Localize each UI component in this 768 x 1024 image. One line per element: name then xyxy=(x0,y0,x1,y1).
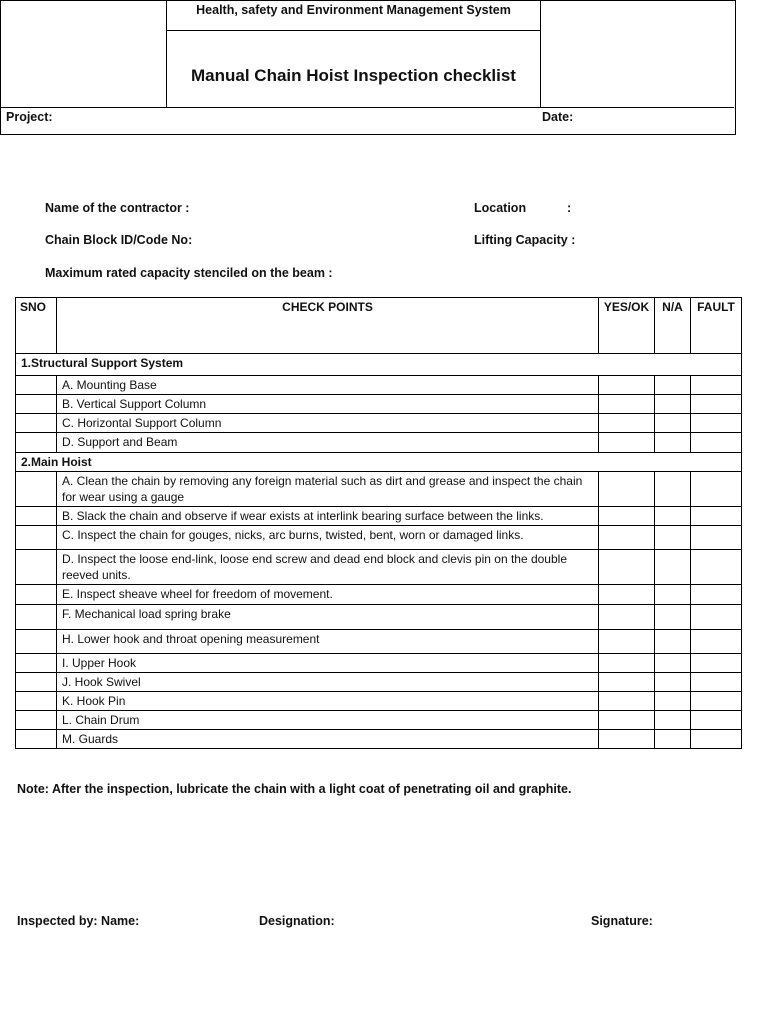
page-title: Manual Chain Hoist Inspection checklist xyxy=(191,66,516,85)
sno-cell xyxy=(16,414,57,433)
fault-cell[interactable] xyxy=(691,414,742,433)
header-na: N/A xyxy=(655,298,691,354)
na-cell[interactable] xyxy=(655,673,691,692)
yes-ok-cell[interactable] xyxy=(599,654,655,673)
na-cell[interactable] xyxy=(655,376,691,395)
yes-ok-cell[interactable] xyxy=(599,433,655,453)
header-fault: FAULT xyxy=(691,298,742,354)
sno-cell xyxy=(16,376,57,395)
fault-cell[interactable] xyxy=(691,730,742,749)
sno-cell xyxy=(16,730,57,749)
table-row xyxy=(16,526,742,550)
fault-cell[interactable] xyxy=(691,692,742,711)
table-row xyxy=(16,630,742,654)
table-row xyxy=(16,730,742,749)
lifting-capacity-label: Lifting Capacity : xyxy=(474,233,576,247)
table-row xyxy=(16,673,742,692)
table-row xyxy=(16,711,742,730)
check-point: F. Mechanical load spring brake xyxy=(57,605,599,630)
sno-cell xyxy=(16,526,57,550)
table-row xyxy=(16,395,742,414)
check-point: D. Support and Beam xyxy=(57,433,599,453)
yes-ok-cell[interactable] xyxy=(599,414,655,433)
section-title-main-hoist: 2.Main Hoist xyxy=(16,453,742,472)
sno-cell xyxy=(16,605,57,630)
na-cell[interactable] xyxy=(655,507,691,526)
na-cell[interactable] xyxy=(655,730,691,749)
table-row xyxy=(16,472,742,507)
table-row xyxy=(16,507,742,526)
yes-ok-cell[interactable] xyxy=(599,730,655,749)
check-point: D. Inspect the loose end-link, loose end screw and dead end block and clevis pin on the double reeved units. xyxy=(57,550,599,585)
section-title-structural: 1.Structural Support System xyxy=(16,354,742,376)
sno-cell xyxy=(16,630,57,654)
date-label: Date: xyxy=(542,110,574,124)
na-cell[interactable] xyxy=(655,630,691,654)
table-row xyxy=(16,550,742,585)
sno-cell xyxy=(16,395,57,414)
fault-cell[interactable] xyxy=(691,605,742,630)
yes-ok-cell[interactable] xyxy=(599,630,655,654)
check-point: A. Mounting Base xyxy=(57,376,599,395)
project-label: Project: xyxy=(6,110,53,124)
fault-cell[interactable] xyxy=(691,585,742,605)
table-row xyxy=(16,692,742,711)
header-divider-right xyxy=(540,0,541,107)
na-cell[interactable] xyxy=(655,654,691,673)
yes-ok-cell[interactable] xyxy=(599,507,655,526)
yes-ok-cell[interactable] xyxy=(599,526,655,550)
max-capacity-label: Maximum rated capacity stenciled on the beam : xyxy=(45,266,333,280)
yes-ok-cell[interactable] xyxy=(599,692,655,711)
check-point: H. Lower hook and throat opening measurement xyxy=(57,630,599,654)
checklist-table xyxy=(15,297,742,749)
check-point: B. Slack the chain and observe if wear exists at interlink bearing surface between the links. xyxy=(57,507,599,526)
yes-ok-cell[interactable] xyxy=(599,605,655,630)
na-cell[interactable] xyxy=(655,711,691,730)
check-point: K. Hook Pin xyxy=(57,692,599,711)
yes-ok-cell[interactable] xyxy=(599,550,655,585)
yes-ok-cell[interactable] xyxy=(599,711,655,730)
signature-label: Signature: xyxy=(591,914,653,928)
designation-label: Designation: xyxy=(259,914,335,928)
fault-cell[interactable] xyxy=(691,526,742,550)
sno-cell xyxy=(16,472,57,507)
na-cell[interactable] xyxy=(655,692,691,711)
sno-cell xyxy=(16,673,57,692)
table-row xyxy=(16,654,742,673)
check-point: E. Inspect sheave wheel for freedom of movement. xyxy=(57,585,599,605)
sno-cell xyxy=(16,654,57,673)
na-cell[interactable] xyxy=(655,526,691,550)
yes-ok-cell[interactable] xyxy=(599,376,655,395)
fault-cell[interactable] xyxy=(691,433,742,453)
table-row xyxy=(16,605,742,630)
sno-cell xyxy=(16,433,57,453)
yes-ok-cell[interactable] xyxy=(599,585,655,605)
fault-cell[interactable] xyxy=(691,630,742,654)
na-cell[interactable] xyxy=(655,414,691,433)
check-point: M. Guards xyxy=(57,730,599,749)
check-point: C. Horizontal Support Column xyxy=(57,414,599,433)
header-check-points: CHECK POINTS xyxy=(57,298,599,354)
header-divider-bottom xyxy=(0,107,734,108)
check-point: J. Hook Swivel xyxy=(57,673,599,692)
location-colon: : xyxy=(567,201,572,215)
na-cell[interactable] xyxy=(655,585,691,605)
section-row xyxy=(16,453,742,472)
fault-cell[interactable] xyxy=(691,673,742,692)
fault-cell[interactable] xyxy=(691,472,742,507)
contractor-label: Name of the contractor : xyxy=(45,201,190,215)
chain-block-label: Chain Block ID/Code No: xyxy=(45,233,193,247)
check-point: L. Chain Drum xyxy=(57,711,599,730)
check-point: I. Upper Hook xyxy=(57,654,599,673)
na-cell[interactable] xyxy=(655,395,691,414)
fault-cell[interactable] xyxy=(691,376,742,395)
sno-cell xyxy=(16,692,57,711)
na-cell[interactable] xyxy=(655,550,691,585)
check-point: C. Inspect the chain for gouges, nicks, arc burns, twisted, bent, worn or damaged links. xyxy=(57,526,599,550)
sno-cell xyxy=(16,507,57,526)
header-box xyxy=(0,0,736,135)
na-cell[interactable] xyxy=(655,605,691,630)
fault-cell[interactable] xyxy=(691,711,742,730)
system-name: Health, safety and Environment Management System xyxy=(196,3,511,17)
na-cell[interactable] xyxy=(655,433,691,453)
sno-cell xyxy=(16,585,57,605)
table-row xyxy=(16,414,742,433)
sno-cell xyxy=(16,711,57,730)
fault-cell[interactable] xyxy=(691,654,742,673)
yes-ok-cell[interactable] xyxy=(599,395,655,414)
fault-cell[interactable] xyxy=(691,507,742,526)
table-row xyxy=(16,585,742,605)
yes-ok-cell[interactable] xyxy=(599,472,655,507)
sno-cell xyxy=(16,550,57,585)
section-row xyxy=(16,354,742,376)
table-row xyxy=(16,433,742,453)
table-row xyxy=(16,376,742,395)
check-point: B. Vertical Support Column xyxy=(57,395,599,414)
yes-ok-cell[interactable] xyxy=(599,673,655,692)
header-divider-mid xyxy=(166,30,540,31)
header-sno: SNO xyxy=(16,298,57,354)
inspection-note: Note: After the inspection, lubricate the chain with a light coat of penetrating oil and graphite. xyxy=(17,782,572,796)
fault-cell[interactable] xyxy=(691,395,742,414)
inspected-by-label: Inspected by: Name: xyxy=(17,914,140,928)
fault-cell[interactable] xyxy=(691,550,742,585)
table-header-row xyxy=(16,298,742,354)
header-yes-ok: YES/OK xyxy=(599,298,655,354)
location-label: Location xyxy=(474,201,527,215)
na-cell[interactable] xyxy=(655,472,691,507)
check-point: A. Clean the chain by removing any foreign material such as dirt and grease and inspect the chain for wear using a gauge xyxy=(57,472,599,507)
